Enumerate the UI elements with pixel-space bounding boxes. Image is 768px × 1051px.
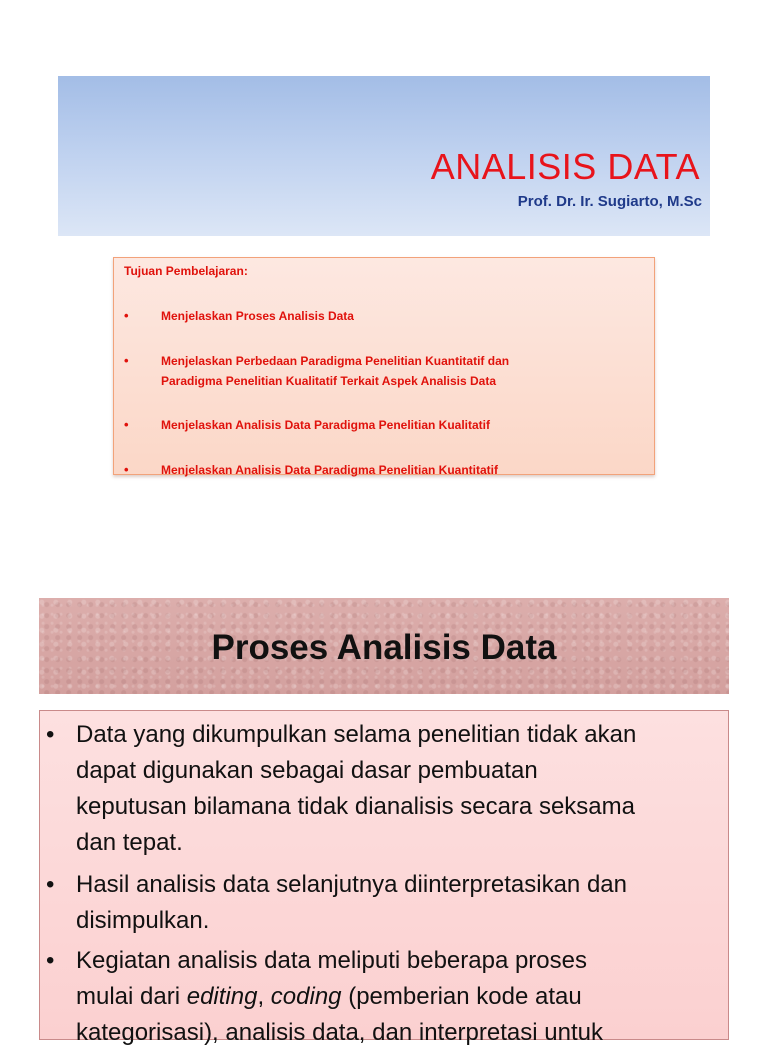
title-banner: [58, 76, 710, 236]
point-line: disimpulkan.: [76, 907, 210, 934]
bullet-icon: •: [46, 871, 55, 898]
bullet-icon: •: [46, 947, 55, 974]
point-text: [76, 717, 724, 861]
point-item: [40, 717, 730, 861]
point-text: [76, 867, 724, 939]
objective-item: [124, 351, 644, 391]
point-item: [40, 943, 730, 1051]
author-subtitle: Prof. Dr. Ir. Sugiarto, M.Sc: [517, 193, 702, 210]
point-line: Kegiatan analisis data meliputi beberapa proses: [76, 947, 587, 974]
objective-text: Menjelaskan Analisis Data Paradigma Penelitian Kuantitatif: [161, 463, 498, 477]
point-text: [76, 943, 724, 1051]
point-line: Data yang dikumpulkan selama penelitian tidak akan: [76, 721, 637, 748]
bullet-icon: •: [124, 308, 129, 323]
editing-term: editing: [186, 983, 258, 1010]
coding-term: coding: [270, 983, 342, 1010]
point-line: dapat digunakan sebagai dasar pembuatan: [76, 757, 538, 784]
bullet-icon: •: [124, 417, 129, 432]
point-line-start: mulai dari: [76, 983, 187, 1010]
slide2-title: Proses Analisis Data: [211, 628, 557, 667]
objectives-heading: Tujuan Pembelajaran:: [124, 264, 248, 278]
bullet-icon: •: [124, 353, 129, 368]
objective-text: Menjelaskan Perbedaan Paradigma Penelitian Kuantitatif dan Paradigma Penelitian Kualitatif Terkait Aspek Analisis Data: [161, 354, 510, 388]
slide2-title-banner: [39, 598, 729, 694]
term-separator: ,: [257, 983, 271, 1010]
slide-title: ANALISIS DATA: [430, 146, 700, 187]
point-line: kategorisasi), analisis data, dan interpretasi untuk: [76, 1019, 603, 1046]
objective-text: Menjelaskan Analisis Data Paradigma Penelitian Kualitatif: [161, 418, 490, 432]
point-line: Hasil analisis data selanjutnya diinterpretasikan dan: [76, 871, 627, 898]
bullet-icon: •: [124, 462, 129, 477]
point-item: [40, 867, 730, 939]
point-line-end: (pemberian kode atau: [341, 983, 582, 1010]
objective-item: [124, 415, 644, 435]
point-line: dan tepat.: [76, 829, 183, 856]
bullet-icon: •: [46, 721, 55, 748]
objective-text: Menjelaskan Proses Analisis Data: [161, 309, 354, 323]
point-line: keputusan bilamana tidak dianalisis secara seksama: [76, 793, 635, 820]
objective-item: [124, 306, 644, 326]
objective-item: [124, 460, 644, 480]
learning-objectives-box: [113, 257, 655, 475]
slide2-content-box: [39, 710, 729, 1046]
